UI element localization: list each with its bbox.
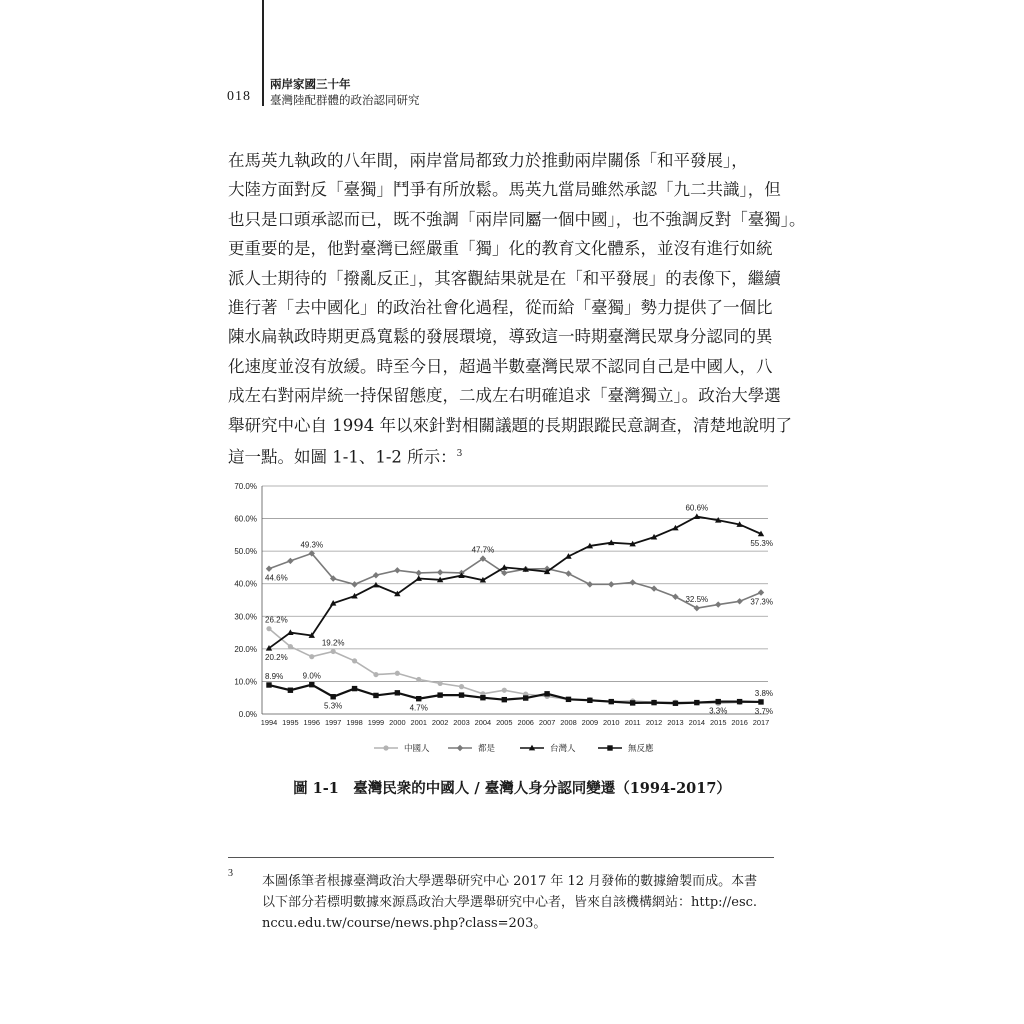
- x-tick-label: 2005: [496, 718, 513, 727]
- x-tick-label: 2002: [431, 718, 449, 727]
- data-point: [416, 570, 422, 576]
- running-subtitle: 臺灣陸配群體的政治認同研究: [270, 93, 420, 107]
- data-point: [437, 692, 442, 697]
- data-label: 4.7%: [409, 703, 428, 713]
- data-point: [352, 686, 357, 691]
- data-label: 5.3%: [324, 701, 343, 711]
- legend-label: 都是: [478, 743, 496, 753]
- running-title: 兩岸家國三十年: [270, 77, 351, 91]
- x-tick-label: 2015: [709, 718, 727, 727]
- x-tick-label: 2010: [603, 718, 620, 727]
- data-label: 55.3%: [750, 538, 773, 548]
- data-point: [373, 572, 379, 578]
- data-label: 20.2%: [265, 653, 288, 663]
- footnote-text: [262, 871, 774, 934]
- data-label: 26.2%: [265, 615, 288, 625]
- series-line-3: [269, 517, 761, 649]
- legend-marker: [383, 745, 388, 750]
- data-point: [459, 692, 464, 697]
- legend-label: 中國人: [404, 743, 430, 753]
- x-tick-label: 1994: [260, 718, 278, 727]
- data-point: [502, 688, 507, 693]
- footnote-divider: [228, 857, 774, 858]
- x-tick-label: 2014: [688, 718, 706, 727]
- data-point: [373, 582, 379, 588]
- data-point: [736, 598, 742, 604]
- data-point: [373, 672, 378, 677]
- data-point: [758, 699, 763, 704]
- header-divider: [262, 0, 264, 106]
- data-point: [523, 695, 528, 700]
- x-tick-label: 2016: [731, 718, 748, 727]
- data-point: [694, 605, 700, 611]
- data-point: [694, 700, 699, 705]
- body-line: [228, 440, 776, 472]
- body-line: 成左右對兩岸統一持保留態度，二成左右明確追求「臺灣獨立」。政治大學選: [228, 386, 781, 406]
- y-tick-label: 40.0%: [234, 579, 257, 589]
- page-number: 018: [227, 89, 251, 104]
- data-point: [502, 697, 507, 702]
- data-label: 49.3%: [300, 540, 324, 550]
- data-label: 44.6%: [265, 573, 288, 583]
- data-label: 3.7%: [754, 706, 773, 716]
- x-tick-label: 2009: [581, 718, 599, 727]
- data-point: [437, 569, 443, 575]
- data-point: [672, 594, 678, 600]
- footnote-line: 本圖係筆者根據臺灣政治大學選舉研究中心 2017 年 12 月發佈的數據繪製而成。本書: [262, 874, 758, 889]
- x-tick-label: 2004: [474, 718, 492, 727]
- legend-label: 無反應: [628, 743, 654, 753]
- data-point: [352, 658, 357, 663]
- body-paragraph: [228, 146, 806, 472]
- data-point: [287, 558, 293, 564]
- data-label: 9.0%: [302, 671, 321, 681]
- y-tick-label: 20.0%: [234, 644, 257, 654]
- data-point: [394, 567, 400, 573]
- data-point: [416, 677, 421, 682]
- x-tick-label: 2011: [624, 718, 641, 727]
- body-line: 也只是口頭承認而已，既不強調「兩岸同屬一個中國」，也不強調反對「臺獨」。: [228, 209, 806, 229]
- footnote-line: 以下部分若標明數據來源爲政治大學選舉研究中心者，皆來自該機構網站：http://esc.: [262, 895, 758, 910]
- data-point: [566, 697, 571, 702]
- y-tick-label: 60.0%: [234, 514, 257, 524]
- data-point: [288, 644, 293, 649]
- data-point: [373, 693, 378, 698]
- x-tick-label: 2007: [538, 718, 556, 727]
- data-point: [565, 570, 571, 576]
- y-tick-label: 30.0%: [234, 612, 257, 622]
- data-point: [673, 701, 678, 706]
- x-tick-label: 2012: [645, 718, 663, 727]
- y-tick-label: 0.0%: [238, 710, 257, 719]
- data-point: [480, 695, 485, 700]
- data-point: [309, 682, 314, 687]
- x-tick-label: 1996: [303, 718, 321, 727]
- x-tick-label: 1997: [324, 718, 342, 727]
- data-label: 3.8%: [754, 688, 773, 698]
- data-point: [651, 700, 656, 705]
- x-tick-label: 2006: [517, 718, 534, 727]
- footnote-reference[interactable]: 3: [456, 449, 463, 460]
- data-point: [737, 699, 742, 704]
- data-point: [395, 671, 400, 676]
- data-label: 47.7%: [471, 545, 495, 555]
- x-tick-label: 2013: [667, 718, 684, 727]
- data-point: [288, 688, 293, 693]
- footnote-mark: 3: [228, 868, 233, 879]
- body-line: 陳水扁執政時期更爲寬鬆的發展環境，導致這一時期臺灣民眾身分認同的異: [228, 327, 773, 347]
- data-label: 37.3%: [750, 597, 773, 607]
- y-tick-label: 70.0%: [234, 482, 257, 491]
- data-point: [330, 694, 335, 699]
- data-point: [609, 699, 614, 704]
- body-line: 化速度並沒有放緩。時至今日，超過半數臺灣民眾不認同自己是中國人，八: [228, 356, 773, 376]
- data-point: [331, 649, 336, 654]
- data-point: [459, 684, 464, 689]
- data-point: [309, 654, 314, 659]
- data-point: [438, 681, 443, 686]
- x-tick-label: 2000: [389, 718, 406, 727]
- x-tick-label: 2008: [560, 718, 577, 727]
- body-line: 派人士期待的「撥亂反正」，其客觀結果就是在「和平發展」的表像下，繼續: [228, 268, 781, 288]
- data-point: [715, 601, 721, 607]
- data-point: [266, 566, 272, 572]
- body-line: 進行著「去中國化」的政治社會化過程，從而給「臺獨」勢力提供了一個比: [228, 298, 773, 318]
- data-label: 32.5%: [685, 595, 709, 605]
- x-tick-label: 1998: [346, 718, 363, 727]
- x-tick-label: 1995: [282, 718, 299, 727]
- legend-label: 台灣人: [550, 743, 576, 753]
- body-line: 更重要的是，他對臺灣已經嚴重「獨」化的教育文化體系，並沒有進行如統: [228, 239, 773, 259]
- data-point: [716, 699, 721, 704]
- data-point: [266, 682, 271, 687]
- data-point: [651, 585, 657, 591]
- body-line: 大陸方面對反「臺獨」鬥爭有所放鬆。馬英九當局雖然承認「九二共識」，但: [228, 180, 781, 200]
- data-label: 8.9%: [265, 672, 284, 682]
- data-point: [266, 626, 271, 631]
- body-line: 舉研究中心自 1994 年以來針對相關議題的長期跟蹤民意調查，清楚地說明了: [228, 415, 792, 435]
- data-point: [587, 698, 592, 703]
- data-point: [630, 700, 635, 705]
- data-point: [351, 581, 357, 587]
- x-tick-label: 2001: [410, 718, 427, 727]
- body-line: 在馬英九執政的八年間，兩岸當局都致力於推動兩岸關係「和平發展」，: [228, 151, 748, 170]
- data-label: 3.3%: [709, 706, 728, 716]
- x-tick-label: 1999: [367, 718, 385, 727]
- data-label: 60.6%: [685, 503, 709, 513]
- data-point: [416, 696, 421, 701]
- x-tick-label: 2017: [752, 718, 770, 727]
- data-point: [608, 581, 614, 587]
- data-point: [587, 581, 593, 587]
- data-point: [544, 691, 549, 696]
- y-tick-label: 50.0%: [234, 547, 257, 557]
- body-line-text: 這一點。如圖 1-1、1-2 所示：: [228, 447, 457, 467]
- figure-caption: 圖 1-1 臺灣民衆的中國人 / 臺灣人身分認同變遷（1994-2017）: [293, 780, 731, 797]
- footnote-line: nccu.edu.tw/course/news.php?class=203。: [262, 916, 547, 931]
- series-line-4: [269, 685, 761, 704]
- identity-line-chart: [222, 472, 782, 762]
- data-point: [629, 579, 635, 585]
- x-tick-label: 2003: [453, 718, 470, 727]
- legend-marker: [457, 745, 463, 751]
- data-point: [758, 589, 764, 595]
- y-tick-label: 10.0%: [234, 677, 257, 687]
- data-point: [395, 690, 400, 695]
- legend-marker: [607, 745, 612, 750]
- data-label: 19.2%: [321, 638, 345, 648]
